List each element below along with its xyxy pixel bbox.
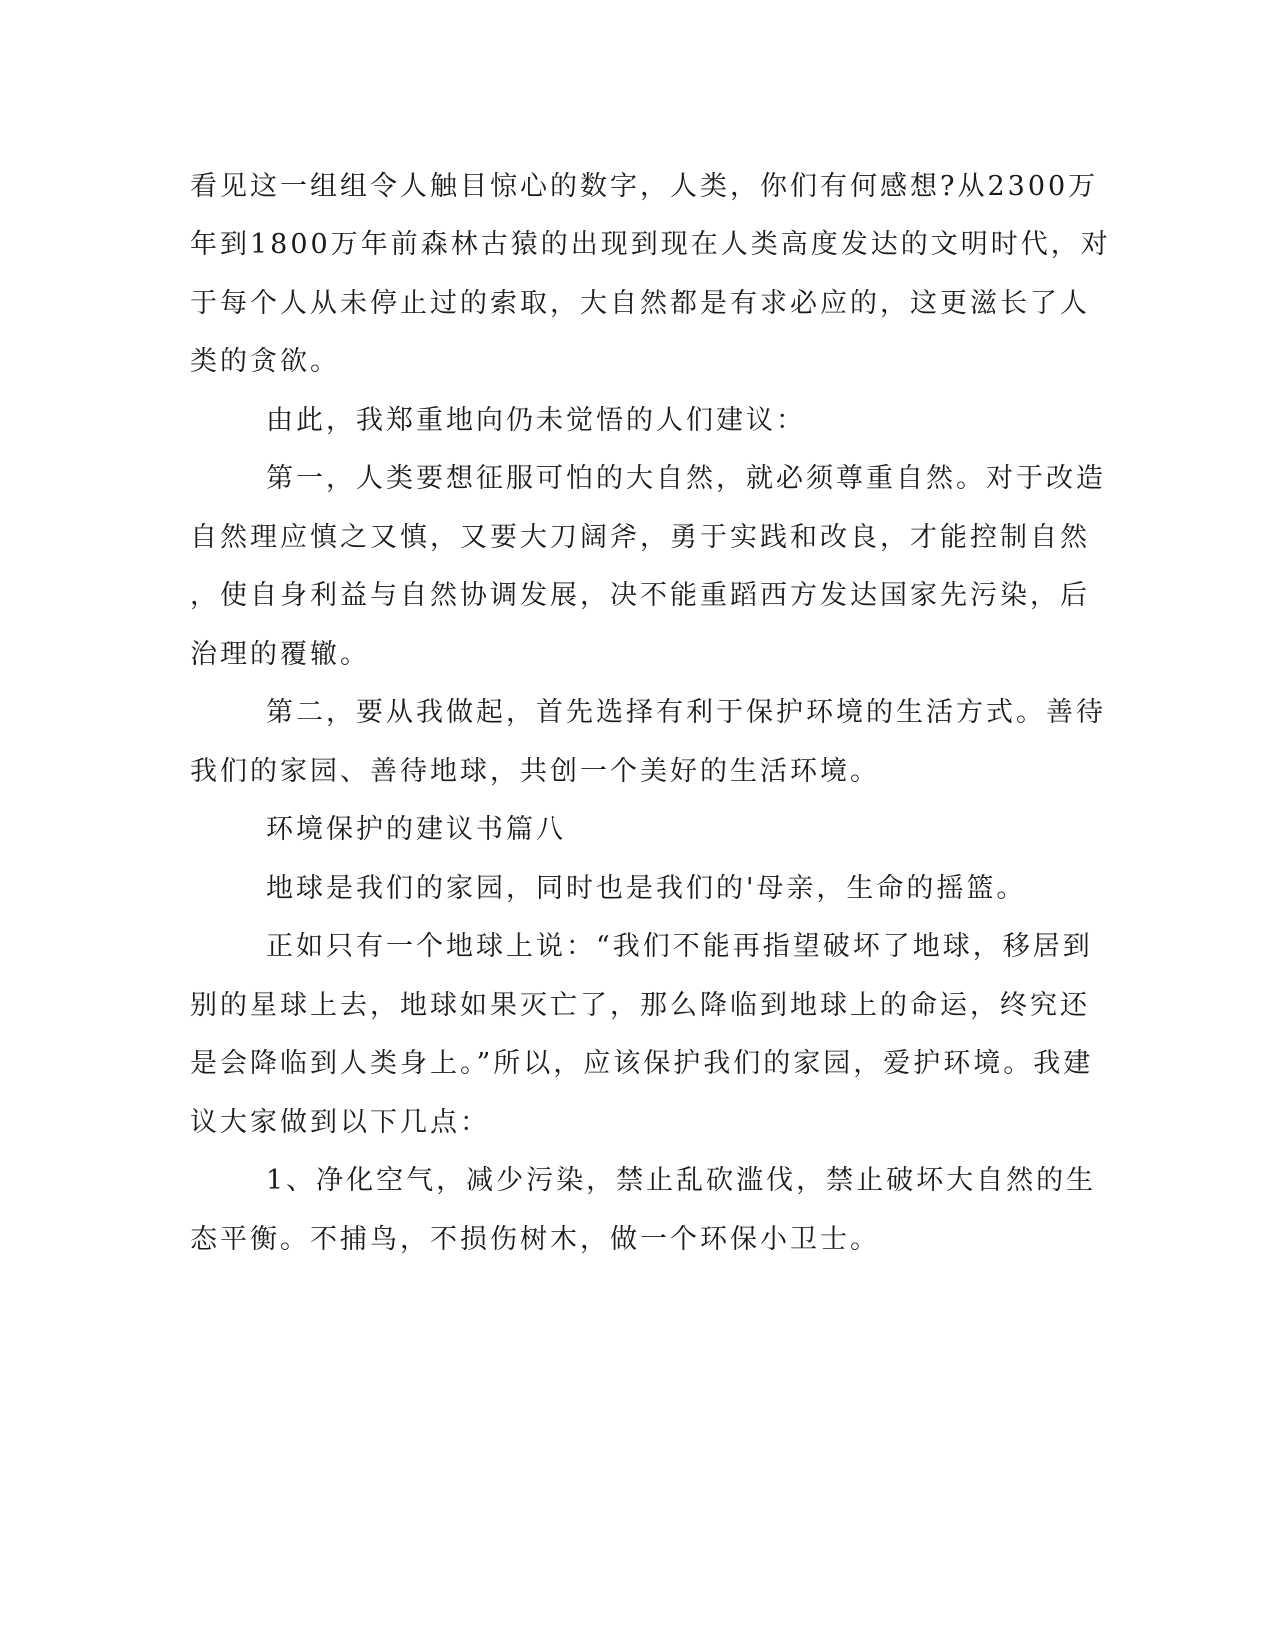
text-line: 自然理应慎之又慎，又要大刀阔斧，勇于实践和改良，才能控制自然 (190, 522, 1090, 553)
text-line: 看见这一组组令人触目惊心的数字，人类，你们有何感想?从2300万 (190, 171, 1099, 202)
text-line: 于每个人从未停止过的索取，大自然都是有求必应的，这更滋长了人 (190, 288, 1090, 319)
paragraph-start-line: 正如只有一个地球上说：“我们不能再指望破坏了地球，移居到 (266, 931, 1093, 962)
paragraph-start-line: 第二，要从我做起，首先选择有利于保护环境的生活方式。善待 (266, 697, 1106, 728)
text-line: 别的星球上去，地球如果灭亡了，那么降临到地球上的命运，终究还 (190, 990, 1090, 1021)
text-line: 是会降临到人类身上。”所以，应该保护我们的家园，爱护环境。我建 (190, 1048, 1094, 1079)
text-line: 年到1800万年前森林古猿的出现到现在人类高度发达的文明时代，对 (190, 229, 1111, 260)
section-heading: 环境保护的建议书篇八 (266, 814, 566, 845)
text-line: 我们的家园、善待地球，共创一个美好的生活环境。 (190, 756, 880, 787)
paragraph-start-line: 地球是我们的家园，同时也是我们的'母亲，生命的摇篮。 (266, 873, 1027, 904)
text-line: 治理的覆辙。 (190, 639, 370, 670)
list-item-line: 1、净化空气，减少污染，禁止乱砍滥伐，禁止破坏大自然的生 (266, 1165, 1097, 1196)
paragraph-start-line: 由此，我郑重地向仍未觉悟的人们建议： (266, 405, 806, 436)
paragraph-start-line: 第一，人类要想征服可怕的大自然，就必须尊重自然。对于改造 (266, 463, 1106, 494)
text-line: 类的贪欲。 (190, 346, 340, 377)
text-line: 态平衡。不捕鸟，不损伤树木，做一个环保小卫士。 (190, 1224, 880, 1255)
text-line: ，使自身利益与自然协调发展，决不能重蹈西方发达国家先污染，后 (190, 580, 1090, 611)
text-line: 议大家做到以下几点： (190, 1107, 490, 1138)
